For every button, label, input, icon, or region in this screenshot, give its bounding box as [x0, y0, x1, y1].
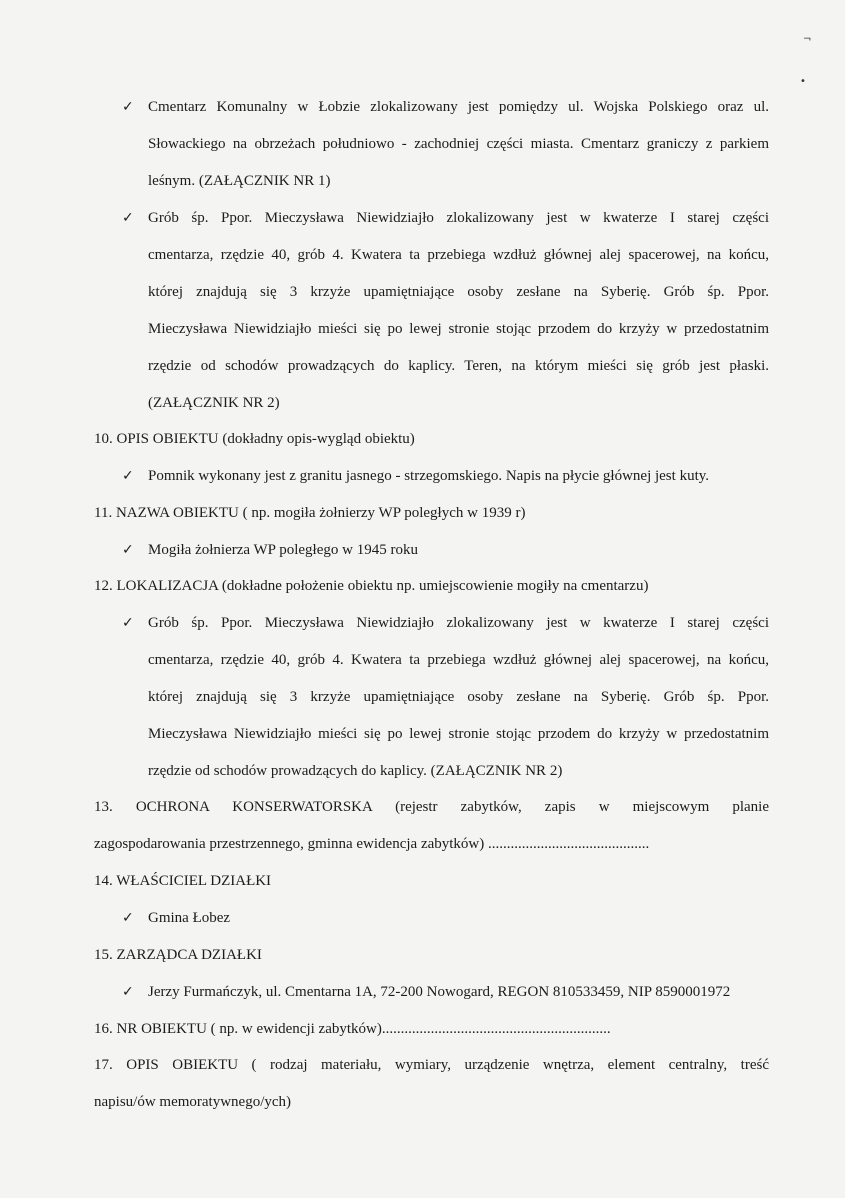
scan-mark: • — [800, 76, 806, 87]
section-heading: 13. OCHRONA KONSERWATORSKA (rejestr zabytków, zapis w miejscowym planie — [94, 799, 769, 815]
paragraph-line: napisu/ów memoratywnego/ych) — [94, 1094, 292, 1110]
section-heading: 12. LOKALIZACJA (dokładne położenie obiektu np. umiejscowienie mogiły na cmentarzu) — [94, 578, 649, 594]
paragraph-line: której znajdują się 3 krzyże upamiętniające osoby zesłane na Syberię. Grób śp. Ppor. — [148, 284, 769, 300]
checkmark-icon: ✓ — [122, 910, 134, 926]
paragraph-line: rzędzie od schodów prowadzących do kaplicy. Teren, na którym mieści się grób jest płaski. — [148, 358, 769, 374]
paragraph-line: Pomnik wykonany jest z granitu jasnego - strzegomskiego. Napis na płycie głównej jest kuty. — [148, 468, 710, 484]
section-heading: 11. NAZWA OBIEKTU ( np. mogiła żołnierzy WP poległych w 1939 r) — [94, 505, 526, 521]
paragraph-line: leśnym. (ZAŁĄCZNIK NR 1) — [148, 173, 331, 189]
paragraph-line: Mieczysława Niewidziajło mieści się po lewej stronie stojąc przodem do krzyży w przedostatnim — [148, 726, 769, 742]
checkmark-icon: ✓ — [122, 99, 134, 115]
paragraph-line: (ZAŁĄCZNIK NR 2) — [148, 395, 280, 411]
checkmark-icon: ✓ — [122, 210, 134, 226]
paragraph-line: Słowackiego na obrzeżach południowo - zachodniej części miasta. Cmentarz graniczy z parkiem — [148, 136, 769, 152]
section-heading: 16. NR OBIEKTU ( np. w ewidencji zabytków)............................................................. — [94, 1021, 611, 1037]
paragraph-line: której znajdują się 3 krzyże upamiętniające osoby zesłane na Syberię. Grób śp. Ppor. — [148, 689, 769, 705]
paragraph-line: Grób śp. Ppor. Mieczysława Niewidziajło zlokalizowany jest w kwaterze I starej części — [148, 615, 769, 631]
paragraph-line: zagospodarowania przestrzennego, gminna ewidencja zabytków) ........................................... — [94, 836, 650, 852]
section-heading: 17. OPIS OBIEKTU ( rodzaj materiału, wymiary, urządzenie wnętrza, element centralny, treść — [94, 1057, 769, 1073]
checkmark-icon: ✓ — [122, 468, 134, 484]
scan-mark: ¬ — [803, 34, 812, 45]
paragraph-line: Mieczysława Niewidziajło mieści się po lewej stronie stojąc przodem do krzyży w przedostatnim — [148, 321, 769, 337]
paragraph-line: rzędzie od schodów prowadzących do kaplicy. (ZAŁĄCZNIK NR 2) — [148, 763, 563, 779]
paragraph-line: Jerzy Furmańczyk, ul. Cmentarna 1A, 72-200 Nowogard, REGON 810533459, NIP 8590001972 — [148, 984, 731, 1000]
checkmark-icon: ✓ — [122, 984, 134, 1000]
paragraph-line: Gmina Łobez — [148, 910, 231, 926]
checkmark-icon: ✓ — [122, 615, 134, 631]
paragraph-line: Mogiła żołnierza WP poległego w 1945 roku — [148, 542, 418, 558]
paragraph-line: cmentarza, rzędzie 40, grób 4. Kwatera ta przebiega wzdłuż głównej alej spacerowej, na końcu, — [148, 652, 769, 668]
checkmark-icon: ✓ — [122, 542, 134, 558]
section-heading: 14. WŁAŚCICIEL DZIAŁKI — [94, 873, 272, 889]
section-heading: 15. ZARZĄDCA DZIAŁKI — [94, 947, 262, 963]
section-heading: 10. OPIS OBIEKTU (dokładny opis-wygląd obiektu) — [94, 431, 415, 447]
paragraph-line: Grób śp. Ppor. Mieczysława Niewidziajło zlokalizowany jest w kwaterze I starej części — [148, 210, 769, 226]
paragraph-line: cmentarza, rzędzie 40, grób 4. Kwatera ta przebiega wzdłuż głównej alej spacerowej, na końcu, — [148, 247, 769, 263]
paragraph-line: Cmentarz Komunalny w Łobzie zlokalizowany jest pomiędzy ul. Wojska Polskiego oraz ul. — [148, 99, 769, 115]
